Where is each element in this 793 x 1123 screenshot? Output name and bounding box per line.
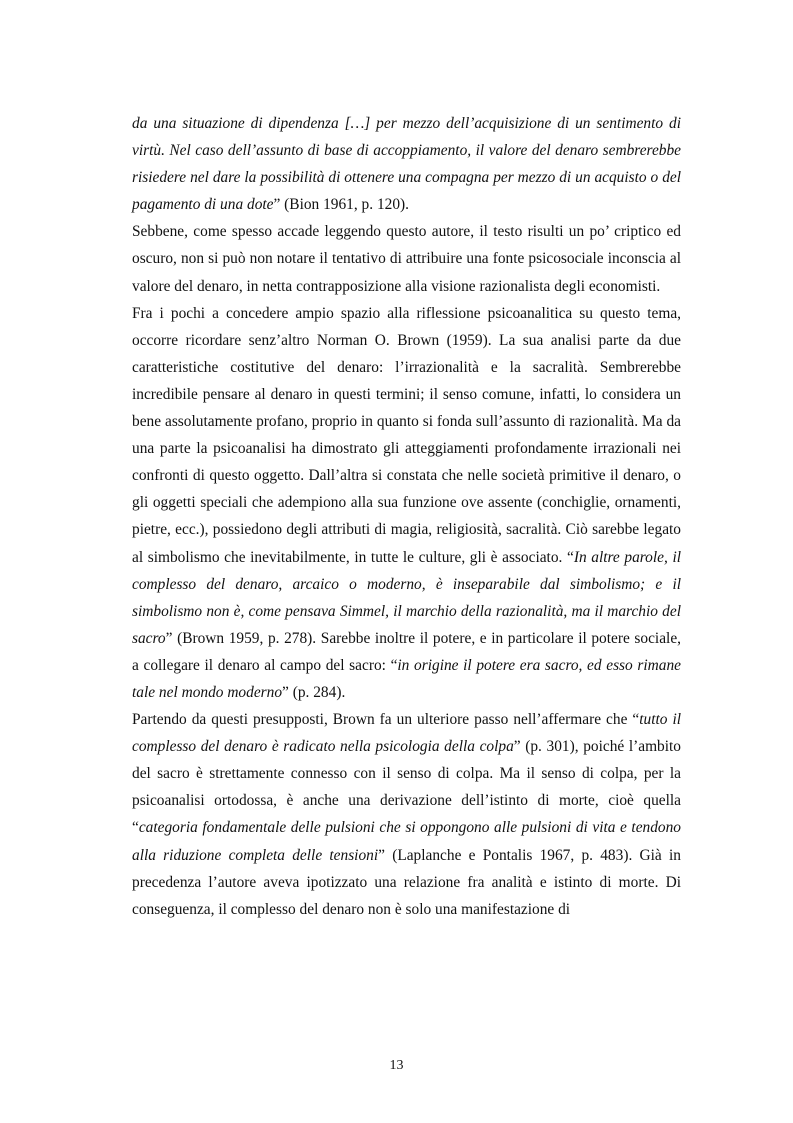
paragraph-1: [132, 110, 681, 218]
paragraph-4-text-c: ” (Laplanche e Pontalis 1967, p. 483). Già in precedenza l’autore aveva ipotizzato una relazione fra analità e istinto di morte. Di conseguenza, il complesso del denaro non è solo una manifestazione di: [132, 846, 681, 918]
paragraph-4-text-b: ” (p. 301), poiché l’ambito del sacro è strettamente connesso con il senso di colpa. Ma il senso di colpa, per la psicoanalisi ortodossa, è anche una derivazione dell’istinto di morte, cioè quella “: [132, 738, 681, 837]
body-text: [132, 110, 681, 923]
quote-bion-italic: da una situazione di dipendenza […] per mezzo dell’acquisizione di un sentimento di virtù. Nel caso dell’assunto di base di accoppiamento, il valore del denaro sembrerebbe risiedere nel dare la possibilità di ottenere una compagna per mezzo di un acquisto o del pagamento di una dote: [132, 115, 681, 214]
citation-bion: ” (Bion 1961, p. 120).: [273, 196, 410, 214]
quote-laplanche-italic: categoria fondamentale delle pulsioni che si oppongono alle pulsioni di vita e tendono alla riduzione completa delle tensioni: [132, 819, 681, 864]
paragraph-3: [132, 300, 681, 706]
paragraph-2: [132, 218, 681, 299]
paragraph-4: [132, 706, 681, 923]
paragraph-4-text-a: Partendo da questi presupposti, Brown fa un ulteriore passo nell’affermare che “: [132, 711, 640, 729]
quote-brown-301-italic: tutto il complesso del denaro è radicato nella psicologia della colpa: [132, 711, 681, 756]
citation-p284: ” (p. 284).: [282, 683, 346, 701]
paragraph-2-text: Sebbene, come spesso accade leggendo questo autore, il testo risulti un po’ criptico ed oscuro, non si può non notare il tentativo di attribuire una fonte psicosociale inconscia al valore del denaro, in netta contrapposizione alla visione razionalista degli economisti.: [132, 223, 681, 295]
paragraph-3-text-b: ” (Brown 1959, p. 278). Sarebbe inoltre il potere, e in particolare il potere sociale, a collegare il denaro al campo del sacro: “: [132, 629, 681, 674]
paragraph-3-text-a: Fra i pochi a concedere ampio spazio alla riflessione psicoanalitica su questo tema, occorre ricordare senz’altro Norman O. Brown (1959). La sua analisi parte da due caratteristiche costitutive del denaro: l’irrazionalità e la sacralità. Sembrerebbe incredibile pensare al denaro in questi termini; il senso comune, infatti, lo considera un bene assolutamente profano, proprio in quanto si fonda sull’assunto di razionalità. Ma da una parte la psicoanalisi ha dimostrato gli atteggiamenti profondamente irrazionali nei confronti di questo oggetto. Dall’altra si constata che nelle società primitive il denaro, o gli oggetti speciali che adempiono alla sua funzione ove assente (conchiglie, ornamenti, pietre, ecc.), possiedono degli attributi di magia, religiosità, sacralità. Ciò sarebbe legato al simbolismo che inevitabilmente, in tutte le culture, gli è associato. “: [132, 304, 681, 566]
quote-brown-284-italic: in origine il potere era sacro, ed esso rimane tale nel mondo moderno: [132, 656, 681, 701]
page-number: 13: [389, 1058, 404, 1073]
quote-brown-278-italic: In altre parole, il complesso del denaro, arcaico o moderno, è inseparabile dal simbolismo; e il simbolismo non è, come pensava Simmel, il marchio della razionalità, ma il marchio del sacro: [132, 548, 681, 647]
